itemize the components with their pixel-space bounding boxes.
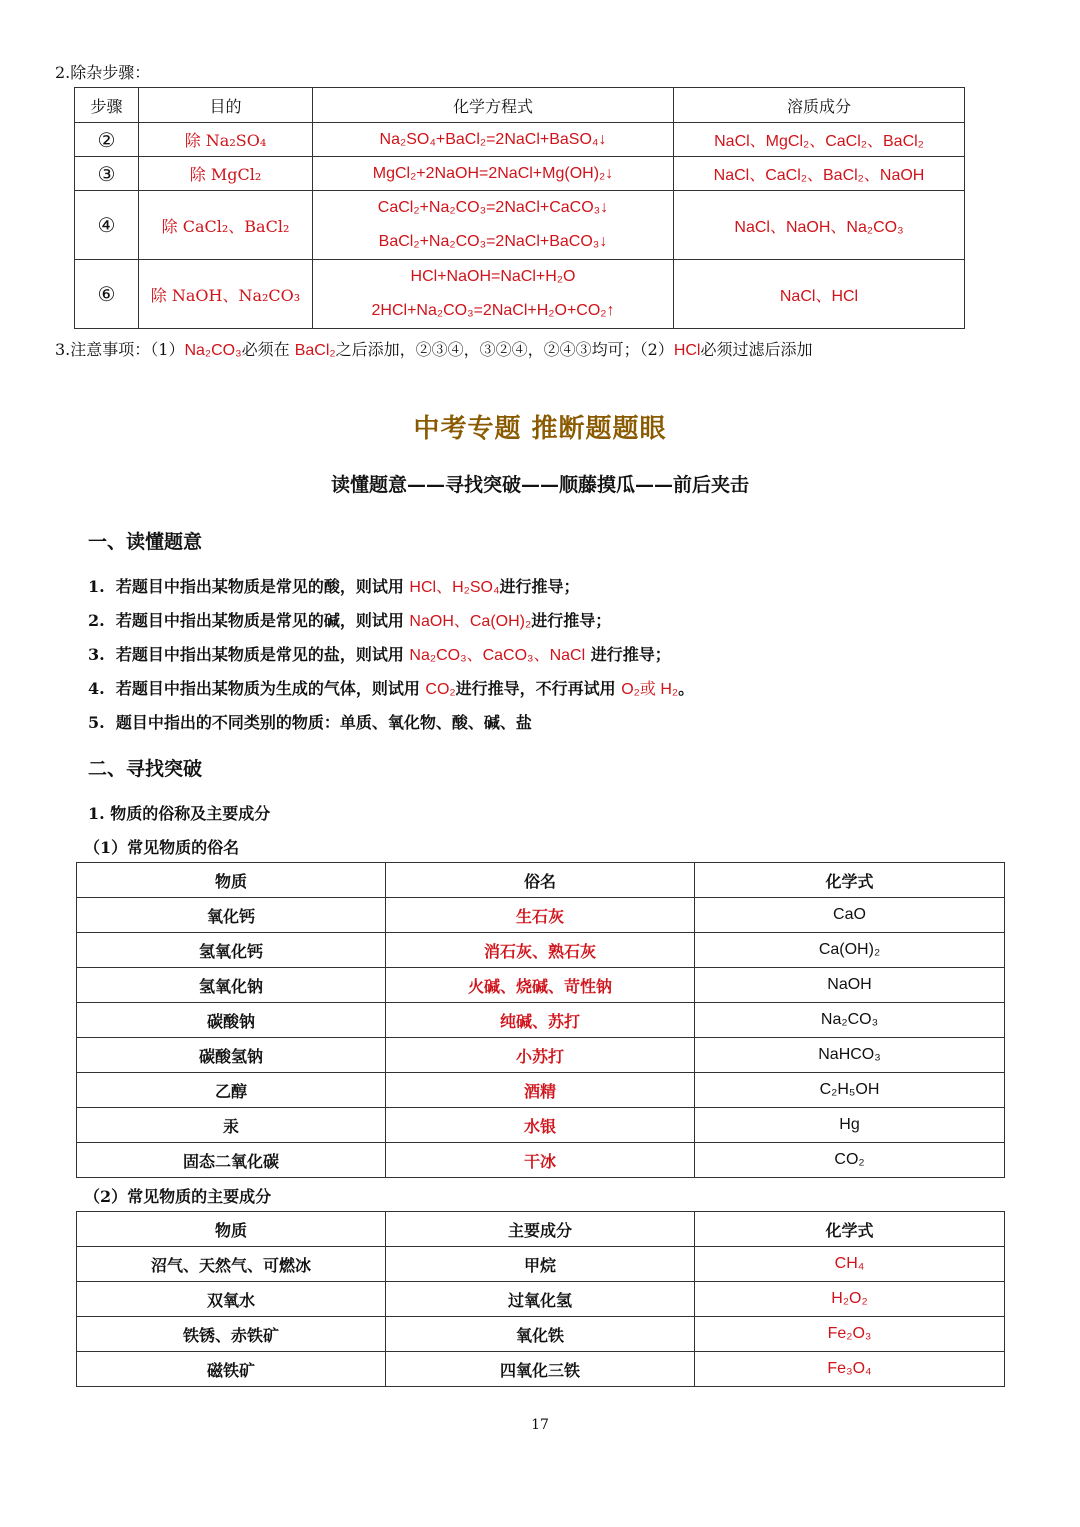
header-substance: 物质 [77,863,386,898]
substance-cell: 氢氧化钙 [77,933,386,968]
table-row [77,1282,1005,1317]
item-text: 进行推导； [499,577,580,596]
table-row [77,1108,1005,1143]
header-main-component: 主要成分 [386,1212,695,1247]
component-cell: 四氧化三铁 [386,1352,695,1387]
solutes-cell: NaCl、MgCl₂、CaCl₂、BaCl₂ [674,123,965,157]
substance-cell: 磁铁矿 [77,1352,386,1387]
note-chem-1: Na₂CO₃ [184,342,242,359]
common-name-cell: 酒精 [386,1073,695,1108]
page-subtitle: 读懂题意——寻找突破——顺藤摸瓜——前后夹击 [330,474,749,496]
substance-cell: 氧化钙 [77,898,386,933]
table-row [77,1073,1005,1108]
item-text: 。 [678,679,695,698]
note-text-1: 必须在 [241,340,295,359]
header-substance: 物质 [77,1212,386,1247]
purpose-cell: 除 MgCl₂ [139,157,313,191]
header-formula: 化学式 [695,863,1005,898]
equation-cell: MgCl₂+2NaOH=2NaCl+Mg(OH)₂↓ [313,157,674,191]
list-item [88,574,580,597]
header-step: 步骤 [75,88,139,123]
table-row [77,1143,1005,1178]
solutes-cell: NaCl、CaCl₂、BaCl₂、NaOH [674,157,965,191]
common-name-cell: 生石灰 [386,898,695,933]
substance-cell: 固态二氧化碳 [77,1143,386,1178]
formula-cell: C₂H₅OH [695,1073,1005,1108]
substance-cell: 碳酸氢钠 [77,1038,386,1073]
equation-cell: Na₂SO₄+BaCl₂=2NaCl+BaSO₄↓ [313,123,674,157]
equation-cell [313,260,674,329]
substance-cell: 沼气、天然气、可燃冰 [77,1247,386,1282]
common-name-cell: 纯碱、苏打 [386,1003,695,1038]
header-formula: 化学式 [695,1212,1005,1247]
formula-cell: CO₂ [695,1143,1005,1178]
table-row [75,260,965,329]
step-cell: ③ [75,157,139,191]
common-names-table [76,862,1005,1178]
purpose-cell: 除 Na₂SO₄ [139,123,313,157]
step-cell: ④ [75,191,139,260]
header-solutes: 溶质成分 [674,88,965,123]
subsection-heading: （2）常见物质的主要成分 [84,1187,272,1206]
section-heading-2: 二、寻找突破 [88,758,203,780]
equation-cell [313,191,674,260]
table-row [77,898,1005,933]
table-row [75,123,965,157]
table-header-row [77,1212,1005,1247]
item-text: 题目中指出的不同类别的物质：单质、氧化物、酸、碱、盐 [115,713,532,732]
note-chem-2: BaCl₂ [294,342,336,359]
item-highlight: Na₂CO₃、CaCO₃、NaCl [409,647,586,664]
table-row [77,1003,1005,1038]
common-name-cell: 水银 [386,1108,695,1143]
formula-cell: Hg [695,1108,1005,1143]
table-header-row [77,863,1005,898]
purpose-cell: 除 NaOH、Na₂CO₃ [139,260,313,329]
section-heading-steps: 2.除杂步骤： [55,63,151,82]
table-row [77,968,1005,1003]
header-common-name: 俗名 [386,863,695,898]
common-name-cell: 火碱、烧碱、苛性钠 [386,968,695,1003]
item-text: 进行推导； [585,645,671,664]
step-cell: ② [75,123,139,157]
common-name-cell: 小苏打 [386,1038,695,1073]
formula-cell: Fe₂O₃ [695,1317,1005,1352]
note-text-2: 之后添加，②③④，③②④，②④③均可；（2） [335,340,674,359]
equation-line: HCl+NaOH=NaCl+H₂O [410,268,576,285]
item-highlight: HCl、H₂SO₄ [409,579,500,596]
note-prefix: 3.注意事项：（1） [55,340,185,359]
formula-cell: NaHCO₃ [695,1038,1005,1073]
table-row [77,1317,1005,1352]
item-number: 2. [88,611,105,630]
component-cell: 甲烷 [386,1247,695,1282]
substance-cell: 乙醇 [77,1073,386,1108]
table-header-row [75,88,965,123]
page-title: 中考专题 推断题题眼 [413,414,667,444]
table-row [77,1247,1005,1282]
solutes-cell: NaCl、NaOH、Na₂CO₃ [674,191,965,260]
table-row [75,157,965,191]
item-text: 进行推导，不行再试用 [455,679,622,698]
formula-cell: Na₂CO₃ [695,1003,1005,1038]
purification-steps-table [74,87,965,329]
item-text: 若题目中指出某物质是常见的盐，则试用 [115,645,410,664]
component-cell: 过氧化氢 [386,1282,695,1317]
item-text: 若题目中指出某物质是常见的酸，则试用 [115,577,410,596]
item-text: 若题目中指出某物质是常见的碱，则试用 [115,611,410,630]
equation-line: 2HCl+Na₂CO₃=2NaCl+H₂O+CO₂↑ [371,302,615,319]
section-heading-1: 一、读懂题意 [88,531,203,553]
item-number: 3. [88,645,105,664]
item-text: 若题目中指出某物质为生成的气体，则试用 [115,679,426,698]
solutes-cell: NaCl、HCl [674,260,965,329]
component-cell: 氧化铁 [386,1317,695,1352]
item-number: 1. [88,577,105,596]
page-number: 17 [531,1417,549,1433]
item-text: 进行推导； [531,611,612,630]
item-number: 5. [88,713,105,732]
table-row [77,1352,1005,1387]
formula-cell: CaO [695,898,1005,933]
subsection-heading: （1）常见物质的俗名 [84,838,240,857]
common-name-cell: 消石灰、熟石灰 [386,933,695,968]
formula-cell: Fe₃O₄ [695,1352,1005,1387]
list-item [88,608,611,631]
common-name-cell: 干冰 [386,1143,695,1178]
purpose-cell: 除 CaCl₂、BaCl₂ [139,191,313,260]
header-purpose: 目的 [139,88,313,123]
substance-cell: 碳酸钠 [77,1003,386,1038]
table-row [77,933,1005,968]
item-highlight: CO₂ [425,681,456,698]
note-text-3: 必须过滤后添加 [700,340,813,359]
formula-cell: CH₄ [695,1247,1005,1282]
list-item [88,676,694,699]
main-components-table [76,1211,1005,1387]
substance-cell: 汞 [77,1108,386,1143]
list-item [88,710,532,733]
header-equation: 化学方程式 [313,88,674,123]
substance-cell: 铁锈、赤铁矿 [77,1317,386,1352]
table-row [77,1038,1005,1073]
notes-line [55,337,813,360]
item-highlight: NaOH、Ca(OH)₂ [409,613,532,630]
equation-line: CaCl₂+Na₂CO₃=2NaCl+CaCO₃↓ [377,199,609,216]
formula-cell: Ca(OH)₂ [695,933,1005,968]
item-number: 4. [88,679,105,698]
formula-cell: NaOH [695,968,1005,1003]
subsection-heading: 1. 物质的俗称及主要成分 [88,804,271,823]
note-chem-3: HCl [673,342,701,359]
substance-cell: 氢氧化钠 [77,968,386,1003]
item-highlight: O₂或 H₂ [621,681,679,698]
formula-cell: H₂O₂ [695,1282,1005,1317]
step-cell: ⑥ [75,260,139,329]
equation-line: BaCl₂+Na₂CO₃=2NaCl+BaCO₃↓ [378,233,608,250]
table-row [75,191,965,260]
substance-cell: 双氧水 [77,1282,386,1317]
list-item [88,642,671,665]
